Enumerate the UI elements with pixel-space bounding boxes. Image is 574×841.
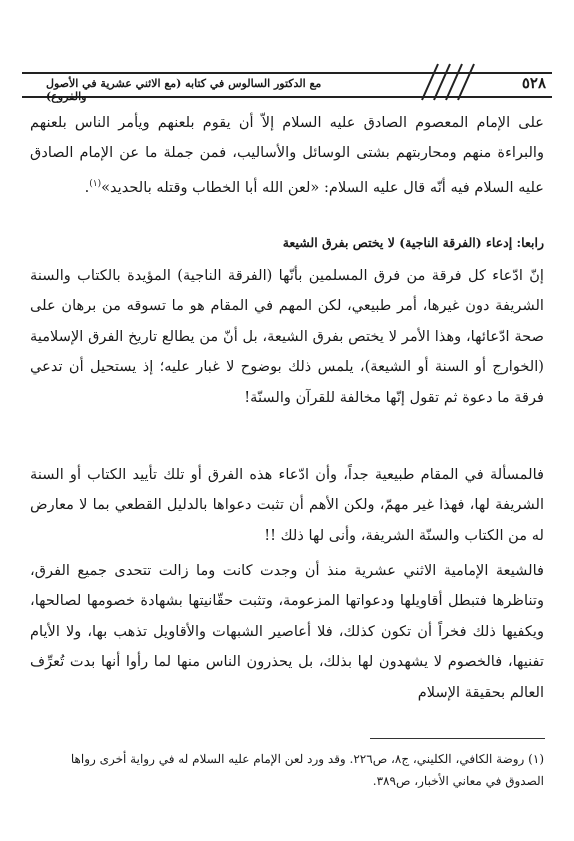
header-ornament-icon (420, 62, 490, 102)
paragraph-3-block (30, 460, 544, 551)
paragraph-1-text: على الإمام المعصوم الصادق عليه السلام إلاّ أن يقوم بلعنهم ويأمر الناس بلعنهم والبراءة منهم ومحاربتهم بشتى الوسائل والأساليب، فمن جملة ما عن الإمام الصادق عليه السلام فيه أنّه قال عليه السلام: «لعن الله أبا الخطاب وقتله بالحديد» (30, 114, 544, 196)
paragraph-3: فالمسألة في المقام طبيعية جداً، وأن ادّعاء هذه الفرق أو تلك تأييد الكتاب أو السنة الشريفة لها، فهذا غير مهمّ، ولكن الأهم أن تثبت دعواها بالدليل القطعي بما لا معارض له من الكتاب والسنّة الشريفة، وأنى لها ذلك !! (30, 466, 544, 544)
subheading-block (30, 233, 544, 253)
paragraph-4-block (30, 556, 544, 708)
running-header (22, 62, 552, 102)
running-title: مع الدكتور السالوس في كتابه (مع الاثني عشرية في الأصول والفروع) (46, 77, 322, 103)
paragraph-1: على الإمام المعصوم الصادق عليه السلام إلاّ أن يقوم بلعنهم ويأمر الناس بلعنهم والبراءة منهم ومحاربتهم بشتى الوسائل والأساليب، فمن جملة ما عن الإمام الصادق عليه السلام فيه أنّه قال عليه السلام: «لعن الله أبا الخطاب وقتله بالحديد»$^{(١)}$. (30, 114, 544, 196)
paragraph-2-block (30, 261, 544, 413)
footnote-separator (370, 738, 545, 739)
paragraph-4: فالشيعة الإمامية الاثني عشرية منذ أن وجدت كانت وما زالت تتحدى جميع الفرق، وتناظرها فتبطل أقاويلها ودعواتها المزعومة، وتثبت حقّانيتها بشهادة خصومها لصالحها، ويكفيها ذلك فخراً أن تكون كذلك، فلا أعاصير الشبهات والأقاويل تذهب بها، ولا الأيام تفنيها، فالخصوم لا يشهدون لها بذلك، بل يحذرون الناس منها لما رأوا أنها بدت تُعرِّف العالم بحقيقة الإسلام (30, 562, 544, 701)
footnote-ref: (١) (89, 178, 102, 189)
footnote: (١) روضة الكافي، الكليني، ج٨، ص٢٢٦. وقد ورد لعن الإمام عليه السلام له في رواية أخرى رواها الصدوق في معاني الأخبار، ص٣٨٩. (70, 752, 544, 788)
paragraph-2: إنّ ادّعاء كل فرقة من فرق المسلمين بأنّها (الفرقة الناجية) المؤيدة بالكتاب والسنة الشريفة دون غيرها، أمر طبيعي، لكن المهم في المقام هو ما تسوقه من برهان على صحة ادّعائها، وهذا الأمر لا يختص بفرق الشيعة، بل أنّ من يطالع تاريخ الفرق الإسلامية (الخوارج أو السنة أو الشيعة)، يلمس ذلك بوضوح لا غبار عليه؛ إذ يستحيل أن تدعي فرقة ما دعوة ثم تقول إنّها مخالفة للقرآن والسنّة! (30, 267, 544, 406)
page-number: ٥٢٨ (521, 74, 546, 92)
section-subheading: رابعا: إدعاء (الفرقة الناجية) لا يختص بفرق الشيعة (282, 235, 544, 250)
paragraph-1-block (30, 108, 544, 203)
